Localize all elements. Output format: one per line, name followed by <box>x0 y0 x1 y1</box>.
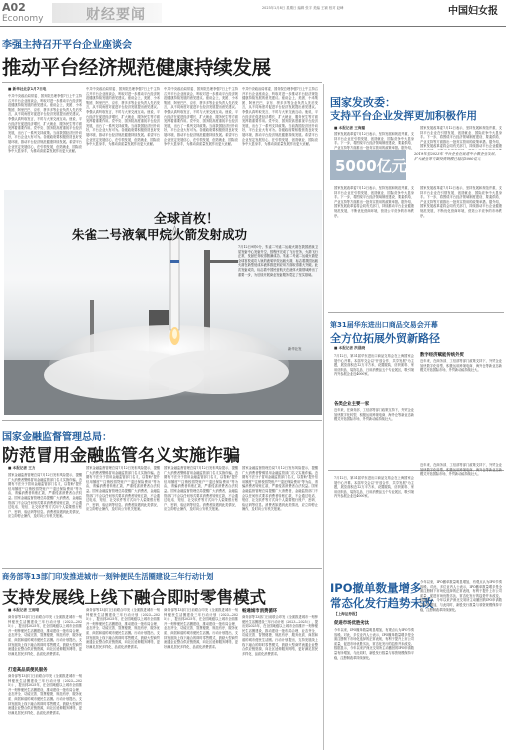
fair-col-5: 近年来，在商务部、工信部等部门政策支持下，外贸企业加快数字化转型，积极运用跨境电商、海外仓等新业态新模式开拓国际市场，外贸新动能持续壮大。 <box>420 463 502 477</box>
ndrc-stat-value: 5000亿元 <box>335 157 407 175</box>
ipo-source: 【上海证券报】 <box>334 612 360 616</box>
lead-title: 推动平台经济规范健康持续发展 <box>2 56 271 79</box>
fair-kicker: 第31届华东进出口商品交易会开幕 <box>330 321 438 329</box>
page-code: A02 <box>2 1 26 14</box>
rocket-credit: 新华社发 <box>288 347 302 351</box>
ndrc-col-3: 国家发展改革委7月12日表示，坚持发展和规范并重，支持平台企业在引领发展、创造就业、国际竞争中大显身手。下一步，将围绕平台经济领域制度建设、要素供给、产业支持等方面推出一批务实管用的政策举措。据介绍，国家发展改革委将会同有关部门，持续推动平台企业健康规范发展，不断优化营商环境，营造公平竞争的市场秩序。 <box>334 186 414 218</box>
fair-col-1: 7月12日，第31届华东进出口商品交易会在上海国家会展中心开幕。本届华交会以"开放合作、共享发展"为主题，展览面积近12万平方米，设置服装、纺织面料、家用纺织品、装饰礼品、日用消费品五个专业展区，吸引境内外参展企业近4000家。 <box>334 354 414 377</box>
finance-title: 防范冒用金融监管名义实施诈骗 <box>2 446 240 466</box>
fair-subhead-2: 各类企业主要一家 <box>334 402 370 407</box>
ndrc-title-2: 支持平台企业发挥更加积极作用 <box>330 110 477 122</box>
commerce-col-3: 商务部等13部门日前联合印发《全面推进城市一刻钟便民生活圈建设三年行动计划（2023—2025）》，提出到2025年，在全国地级以上城市全面推开一刻钟便民生活圈建设，推动建设一批布局合理、业态齐全、功能完善、智慧便捷、规范有序、服务优质、商居和谐的城市便民生活圈。行动计划提出，支持发展线上线下融合的即时零售模式，鼓励大型商贸流通企业整合供应链资源，向社区延伸服务网络，更好满足居民多样化、品质化消费需求。 <box>164 608 238 649</box>
header-rule <box>0 26 506 27</box>
ipo-col-1: 今年以来，IPO撤单数量明显增加，有观点认为IPO节奏放缓。对此，多位业内人士表示，IPO撤单数量增多是全面注册制下市场化选择的正常表现，有利于提升上市公司质量，促进市场优胜劣汰，常态化发行的趋势并未改变。数据显示，今年以来沪深北交易所主动撤回的IPO申请数量有所增加，与此同时，新股发行数量与募资规模保持平稳，注册制改革持续深化。 <box>334 628 414 660</box>
ndrc-byline: ■ 本报记者 王海璐 <box>334 126 366 130</box>
rocket-caption: 7月12日9时0分，朱雀二号遥二运载火箭在我国酒泉卫星发射中心发射升空，按程序完成了飞行任务，火箭飞行正常，发射任务取得圆满成功。朱雀二号遥二运载火箭是全球首枚成功入轨的液氧甲烷运载火箭，标志着我国运载火箭在新型低成本液体推进剂应用方面取得重大突破。此次发射成功，标志着中国民营航天在液体火箭领域跨出了重要一步，为后续开展商业发射服务奠定了坚实基础。 <box>238 245 318 277</box>
finance-kicker: 国家金融监督管理总局： <box>2 432 112 443</box>
fair-col-2: 近年来，在商务部、工信部等部门政策支持下，外贸企业加快数字化转型，积极运用跨境电商、海外仓等新业态新模式开拓国际市场，外贸新动能持续壮大。 <box>420 359 502 373</box>
ndrc-title-1: 国家发改委： <box>330 96 396 109</box>
bottom-column-rule <box>323 574 324 750</box>
commerce-subhead-1: 打造高品质便民服务 <box>8 668 48 673</box>
left-rule-1 <box>2 420 322 421</box>
page-meta: 2023年1月8日 星期日 编辑 张宇 美编 王颖 校对 赵峰 <box>262 6 344 10</box>
lead-col-2: 中共中央政治局常委、国务院总理李强7日上午主持召开平台企业座谈会，听取对进一步推动平台经济规范健康持续发展的意见建议。座谈会上，美团、小米集团、阿里巴巴、京东、拼多多等企业负责人先后发言，从不同角度对促进平台经济发展提出意见建议。李强认真听取发言，不时与大家交流互动。他说，平台经济在促进经济增长、扩大就业、服务民生等方面发挥着重要作用。党中央、国务院高度重视平台经济发展，出台了一系列支持政策。当前我国经济回升向好，平台企业大有可为。各级政府要积极营造良好发展环境，推动平台经济规范健康持续发展。希望平台企业坚定发展信心，在引领发展、创造就业、国际竞争中大显身手，为推动高质量发展作出更大贡献。 <box>86 87 160 147</box>
finance-col-3: 国家金融监督管理总局7月12日发布风险提示，提醒广大消费者警惕冒用金融监管部门名义实施诈骗。近期有不法分子冒用金融监管部门名义，以帮助"提升信用额度""注销校园贷账户""退还保险费用"等为由，诱骗消费者转账汇款，严重侵害消费者合法权益。国家金融监督管理总局提醒广大消费者，金融监管部门不会以任何形式要求消费者转账汇款，不会通过电话、短信、社交软件等方式向个人索要银行账户、密码、验证码等信息。消费者如遇到此类情况，应立即停止操作，及时向公安机关报案。 <box>164 466 238 512</box>
rocket-title-1: 全球首枚！ <box>154 212 220 227</box>
lead-col-1: 中共中央政治局常委、国务院总理李强7日上午主持召开平台企业座谈会，听取对进一步推动平台经济规范健康持续发展的意见建议。座谈会上，美团、小米集团、阿里巴巴、京东、拼多多等企业负责人先后发言，从不同角度对促进平台经济发展提出意见建议。李强认真听取发言，不时与大家交流互动。他说，平台经济在促进经济增长、扩大就业、服务民生等方面发挥着重要作用。党中央、国务院高度重视平台经济发展，出台了一系列支持政策。当前我国经济回升向好，平台企业大有可为。各级政府要积极营造良好发展环境，推动平台经济规范健康持续发展。希望平台企业坚定发展信心，在引领发展、创造就业、国际竞争中大显身手，为推动高质量发展作出更大贡献。 <box>8 94 82 154</box>
commerce-title: 支持发展线上线下融合即时零售模式 <box>2 588 266 607</box>
fair-col-3: 近年来，在商务部、工信部等部门政策支持下，外贸企业加快数字化转型，积极运用跨境电商、海外仓等新业态新模式开拓国际市场，外贸新动能持续壮大。 <box>334 408 414 422</box>
masthead: 中国妇女报 <box>448 6 498 17</box>
finance-col-2: 国家金融监督管理总局7月12日发布风险提示，提醒广大消费者警惕冒用金融监管部门名义实施诈骗。近期有不法分子冒用金融监管部门名义，以帮助"提升信用额度""注销校园贷账户""退还保险费用"等为由，诱骗消费者转账汇款，严重侵害消费者合法权益。国家金融监督管理总局提醒广大消费者，金融监管部门不会以任何形式要求消费者转账汇款，不会通过电话、短信、社交软件等方式向个人索要银行账户、密码、验证码等信息。消费者如遇到此类情况，应立即停止操作，及时向公安机关报案。 <box>86 466 160 512</box>
main-column-rule <box>323 84 324 574</box>
rocket-title-2: 朱雀二号液氧甲烷火箭发射成功 <box>72 227 248 242</box>
fair-subhead-1: 数字经济赋能传统外贸 <box>420 353 464 358</box>
commerce-col-2: 商务部等13部门日前联合印发《全面推进城市一刻钟便民生活圈建设三年行动计划（2023—2025）》，提出到2025年，在全国地级以上城市全面推开一刻钟便民生活圈建设，推动建设一批布局合理、业态齐全、功能完善、智慧便捷、规范有序、服务优质、商居和谐的城市便民生活圈。行动计划提出，支持发展线上线下融合的即时零售模式，鼓励大型商贸流通企业整合供应链资源，向社区延伸服务网络，更好满足居民多样化、品质化消费需求。 <box>86 608 160 649</box>
commerce-byline: ■ 本报记者 王雨晴 <box>8 608 40 612</box>
ndrc-col-1: 国家发展改革委7月12日表示，坚持发展和规范并重，支持平台企业在引领发展、创造就业、国际竞争中大显身手。下一步，将围绕平台经济领域制度建设、要素供给、产业支持等方面推出一批务实管用的政策举措。据介绍， <box>334 132 414 150</box>
commerce-subhead-2: 畅通城市消费循环 <box>242 609 278 614</box>
lead-col-3: 中共中央政治局常委、国务院总理李强7日上午主持召开平台企业座谈会，听取对进一步推动平台经济规范健康持续发展的意见建议。座谈会上，美团、小米集团、阿里巴巴、京东、拼多多等企业负责人先后发言，从不同角度对促进平台经济发展提出意见建议。李强认真听取发言，不时与大家交流互动。他说，平台经济在促进经济增长、扩大就业、服务民生等方面发挥着重要作用。党中央、国务院高度重视平台经济发展，出台了一系列支持政策。当前我国经济回升向好，平台企业大有可为。各级政府要积极营造良好发展环境，推动平台经济规范健康持续发展。希望平台企业坚定发展信心，在引领发展、创造就业、国际竞争中大显身手，为推动高质量发展作出更大贡献。 <box>164 87 238 147</box>
section-en: Economy <box>2 14 44 24</box>
commerce-col-4: 商务部等13部门日前联合印发《全面推进城市一刻钟便民生活圈建设三年行动计划（2023—2025）》，提出到2025年，在全国地级以上城市全面推开一刻钟便民生活圈建设，推动建设一批布局合理、业态齐全、功能完善、智慧便捷、规范有序、服务优质、商居和谐的城市便民生活圈。行动计划提出，支持发展线上线下融合的即时零售模式，鼓励大型商贸流通企业整合供应链资源，向社区延伸服务网络，更好满足居民多样化、品质化消费需求。 <box>242 615 318 656</box>
commerce-kicker: 商务部等13部门印发推进城市一刻钟便民生活圈建设三年行动计划 <box>2 572 214 581</box>
section-title: 财经要闻 <box>86 7 146 23</box>
lead-kicker: 李强主持召开平台企业座谈会 <box>2 40 132 51</box>
fair-byline: ■ 本报记者 洪晨晓 <box>334 346 366 350</box>
ndrc-col-2: 国家发展改革委7月12日表示，坚持发展和规范并重，支持平台企业在引领发展、创造就业、国际竞争中大显身手。下一步，将围绕平台经济领域制度建设、要素供给、产业支持等方面推出一批务实管用的政策举措。据介绍，国家发展改革委将会同有关部门，持续推动平台企业健康 <box>420 126 502 149</box>
commerce-col-1: 商务部等13部门日前联合印发《全面推进城市一刻钟便民生活圈建设三年行动计划（2023—2025）》，提出到2025年，在全国地级以上城市全面推开一刻钟便民生活圈建设，推动建设一批布局合理、业态齐全、功能完善、智慧便捷、规范有序、服务优质、商居和谐的城市便民生活圈。行动计划提出，支持发展线上线下融合的即时零售模式，鼓励大型商贸流通企业整合供应链资源，向社区延伸服务网络，更好满足居民多样化、品质化消费需求。 <box>8 615 82 656</box>
ndrc-stat-note: 2019年至2023年 平台企业在促进中小微企业发展、扩大就业等方面投资规模已超过5000亿元 <box>414 152 499 162</box>
ndrc-col-4: 国家发展改革委7月12日表示，坚持发展和规范并重，支持平台企业在引领发展、创造就业、国际竞争中大显身手。下一步，将围绕平台经济领域制度建设、要素供给、产业支持等方面推出一批务实管用的政策举措。据介绍，国家发展改革委将会同有关部门，持续推动平台企业健康规范发展，不断优化营商环境，营造公平竞争的市场秩序。 <box>420 186 502 218</box>
ipo-subhead: 促进市场优胜劣汰 <box>334 621 370 626</box>
lead-rule <box>2 82 322 83</box>
lead-byline: ■ 新华社北京1月7日电 <box>8 87 47 91</box>
lead-col-4: 中共中央政治局常委、国务院总理李强7日上午主持召开平台企业座谈会，听取对进一步推动平台经济规范健康持续发展的意见建议。座谈会上，美团、小米集团、阿里巴巴、京东、拼多多等企业负责人先后发言，从不同角度对促进平台经济发展提出意见建议。李强认真听取发言，不时与大家交流互动。他说，平台经济在促进经济增长、扩大就业、服务民生等方面发挥着重要作用。党中央、国务院高度重视平台经济发展，出台了一系列支持政策。当前我国经济回升向好，平台企业大有可为。各级政府要积极营造良好发展环境，推动平台经济规范健康持续发展。希望平台企业坚定发展信心，在引领发展、创造就业、国际竞争中大显身手，为推动高质量发展作出更大贡献。 <box>242 87 318 147</box>
ipo-title-1: IPO撤单数量增多 <box>330 581 422 595</box>
ipo-title-2: 常态化发行趋势未改 <box>330 596 434 610</box>
ipo-col-2: 今年以来，IPO撤单数量明显增加，有观点认为IPO节奏放缓。对此，多位业内人士表示，IPO撤单数量增多是全面注册制下市场化选择的正常表现，有利于提升上市公司质量，促进市场优胜劣汰，常态化发行的趋势并未改变。数据显示，今年以来沪深北交易所主动撤回的IPO申请数量有所增加，与此同时，新股发行数量与募资规模保持平稳，注册制改革持续深化。 <box>420 580 502 612</box>
commerce-col-1b: 商务部等13部门日前联合印发《全面推进城市一刻钟便民生活圈建设三年行动计划（2023—2025）》，提出到2025年，在全国地级以上城市全面推开一刻钟便民生活圈建设，推动建设一批布局合理、业态齐全、功能完善、智慧便捷、规范有序、服务优质、商居和谐的城市便民生活圈。行动计划提出，支持发展线上线下融合的即时零售模式，鼓励大型商贸流通企业整合供应链资源，向社区延伸服务网络，更好满足居民多样化、品质化消费需求。 <box>8 674 82 715</box>
finance-byline: ■ 本报记者 王力 <box>8 466 36 470</box>
finance-col-1: 国家金融监督管理总局7月12日发布风险提示，提醒广大消费者警惕冒用金融监管部门名义实施诈骗。近期有不法分子冒用金融监管部门名义，以帮助"提升信用额度""注销校园贷账户""退还保险费用"等为由，诱骗消费者转账汇款，严重侵害消费者合法权益。国家金融监督管理总局提醒广大消费者，金融监管部门不会以任何形式要求消费者转账汇款，不会通过电话、短信、社交软件等方式向个人索要银行账户、密码、验证码等信息。消费者如遇到此类情况，应立即停止操作，及时向公安机关报案。 <box>8 473 82 519</box>
fair-title: 全方位拓展外贸新路径 <box>330 332 440 345</box>
fair-col-4: 7月12日，第31届华东进出口商品交易会在上海国家会展中心开幕。本届华交会以"开放合作、共享发展"为主题，展览面积近12万平方米，设置服装、纺织面料、家用纺织品、装饰礼品、日用消费品五个专业展区，吸引境内外参展企业近4000家。 <box>334 476 414 499</box>
right-rule-1 <box>328 312 504 313</box>
finance-col-4: 国家金融监督管理总局7月12日发布风险提示，提醒广大消费者警惕冒用金融监管部门名义实施诈骗。近期有不法分子冒用金融监管部门名义，以帮助"提升信用额度""注销校园贷账户""退还保险费用"等为由，诱骗消费者转账汇款，严重侵害消费者合法权益。国家金融监督管理总局提醒广大消费者，金融监管部门不会以任何形式要求消费者转账汇款，不会通过电话、短信、社交软件等方式向个人索要银行账户、密码、验证码等信息。消费者如遇到此类情况，应立即停止操作，及时向公安机关报案。 <box>242 466 318 512</box>
left-rule-2 <box>2 568 322 569</box>
